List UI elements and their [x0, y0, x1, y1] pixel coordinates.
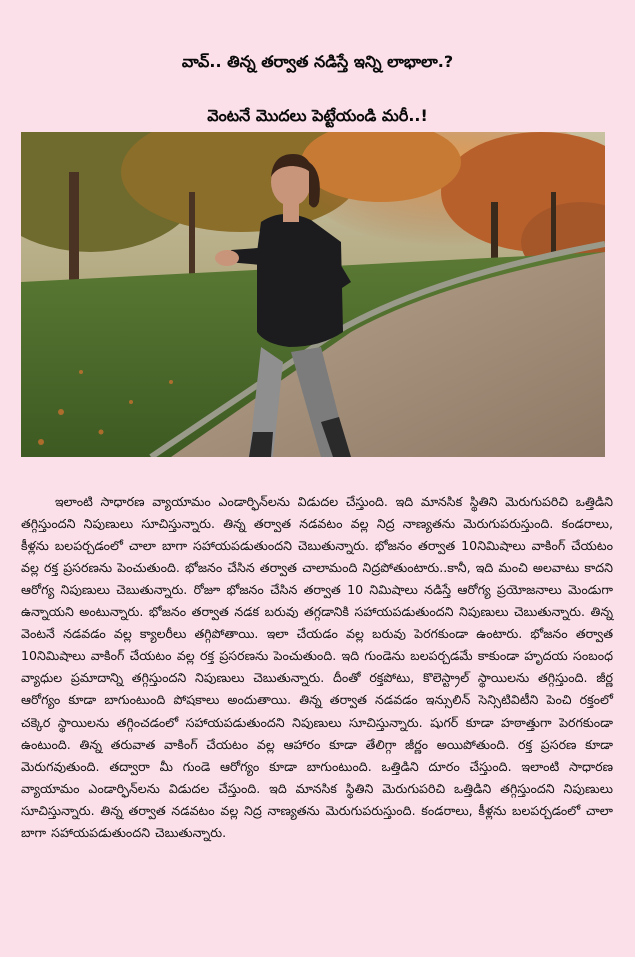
headline: [0, 35, 635, 143]
photo-illustration: [21, 132, 605, 457]
article-photo: [21, 132, 605, 457]
headline-line-2: వెంటనే మొదలు పెట్టేయండి మరీ..!: [207, 106, 428, 126]
article-body: ఇలాంటి సాధారణ వ్యాయామం ఎండార్ఫిన్‌లను విడుదల చేస్తుంది. ఇది మానసిక స్థితిని మెరుగుపరిచి ఒత్తిడిని తగ్గిస్తుందని నిపుణులు సూచిస్తున్నారు. తిన్న తర్వాత నడవటం వల్ల నిద్ర నాణ్యతను మెరుగుపరుస్తుంది. కండరాలు, కీళ్లను బలపర్చడంలో చాలా బాగా సహాయపడుతుందని చెబుతున్నారు. భోజనం తర్వాత 10నిమిషాలు వాకింగ్ చేయటం వల్ల రక్త ప్రసరణను పెంచుతుంది. భోజనం చేసిన తర్వాత చాలామంది నిద్రపోతుంటారు..కానీ, ఇది మంచి అలవాటు కాదని ఆరోగ్య నిపుణులు చెబుతున్నారు. రోజూ భోజనం చేసిన తర్వాత 10 నిమిషాలు నడిస్తే ఆరోగ్య ప్రయోజనాలు మెండుగా ఉన్నాయని అంటున్నారు. భోజనం తర్వాత నడక బరువు తగ్గడానికి సహాయపడుతుందని నిపుణులు చెబుతున్నారు. తిన్న వెంటనే నడవడం వల్ల క్యాలరీలు తగ్గిపోతాయి. ఇలా చేయడం వల్ల బరువు పెరగకుండా ఉంటారు. భోజనం తర్వాత 10నిమిషాలు వాకింగ్ చేయటం వల్ల రక్త ప్రసరణను పెంచుతుంది. ఇది గుండెను బలపర్చడమే కాకుండా హృదయ సంబంధ వ్యాధుల ప్రమాదాన్ని తగ్గిస్తుందని నిపుణులు చెబుతున్నారు. దీంతో రక్తపోటు, కొలెస్ట్రాల్ స్థాయిలను తగ్గిస్తుంది. జీర్ణ ఆరోగ్యం కూడా బాగుంటుంది పోషకాలు అందుతాయి. తిన్న తర్వాత నడవడం ఇన్సులిన్ సెన్సిటివిటీని పెంచి రక్తంలో చక్కెర స్థాయిలను తగ్గించడంలో సహాయపడుతుందని నిపుణులు సూచిస్తున్నారు. షుగర్ కూడా హఠాత్తుగా పెరగకుండా ఉంటుంది. తిన్న తరువాత వాకింగ్ చేయటం వల్ల ఆహారం కూడా తేలిగ్గా జీర్ణం అయిపోతుంది. రక్త ప్రసరణ కూడా మెరుగవుతుంది. తద్వారా మీ గుండె ఆరోగ్యం కూడా బాగుంటుంది. ఒత్తిడిని దూరం చేస్తుంది. ఇలాంటి సాధారణ వ్యాయామం ఎండార్ఫిన్‌లను విడుదల చేస్తుంది. ఇది మానసిక స్థితిని మెరుగుపరిచి ఒత్తిడిని తగ్గిస్తుందని నిపుణులు సూచిస్తున్నారు. తిన్న తర్వాత నడవటం వల్ల నిద్ర నాణ్యతను మెరుగుపరుస్తుంది. కండరాలు, కీళ్లను బలపర్చడంలో చాలా బాగా సహాయపడుతుందని చెబుతున్నారు.: [21, 493, 613, 840]
headline-line-1: వావ్.. తిన్న తర్వాత నడిస్తే ఇన్ని లాభాలా.?: [181, 52, 454, 72]
